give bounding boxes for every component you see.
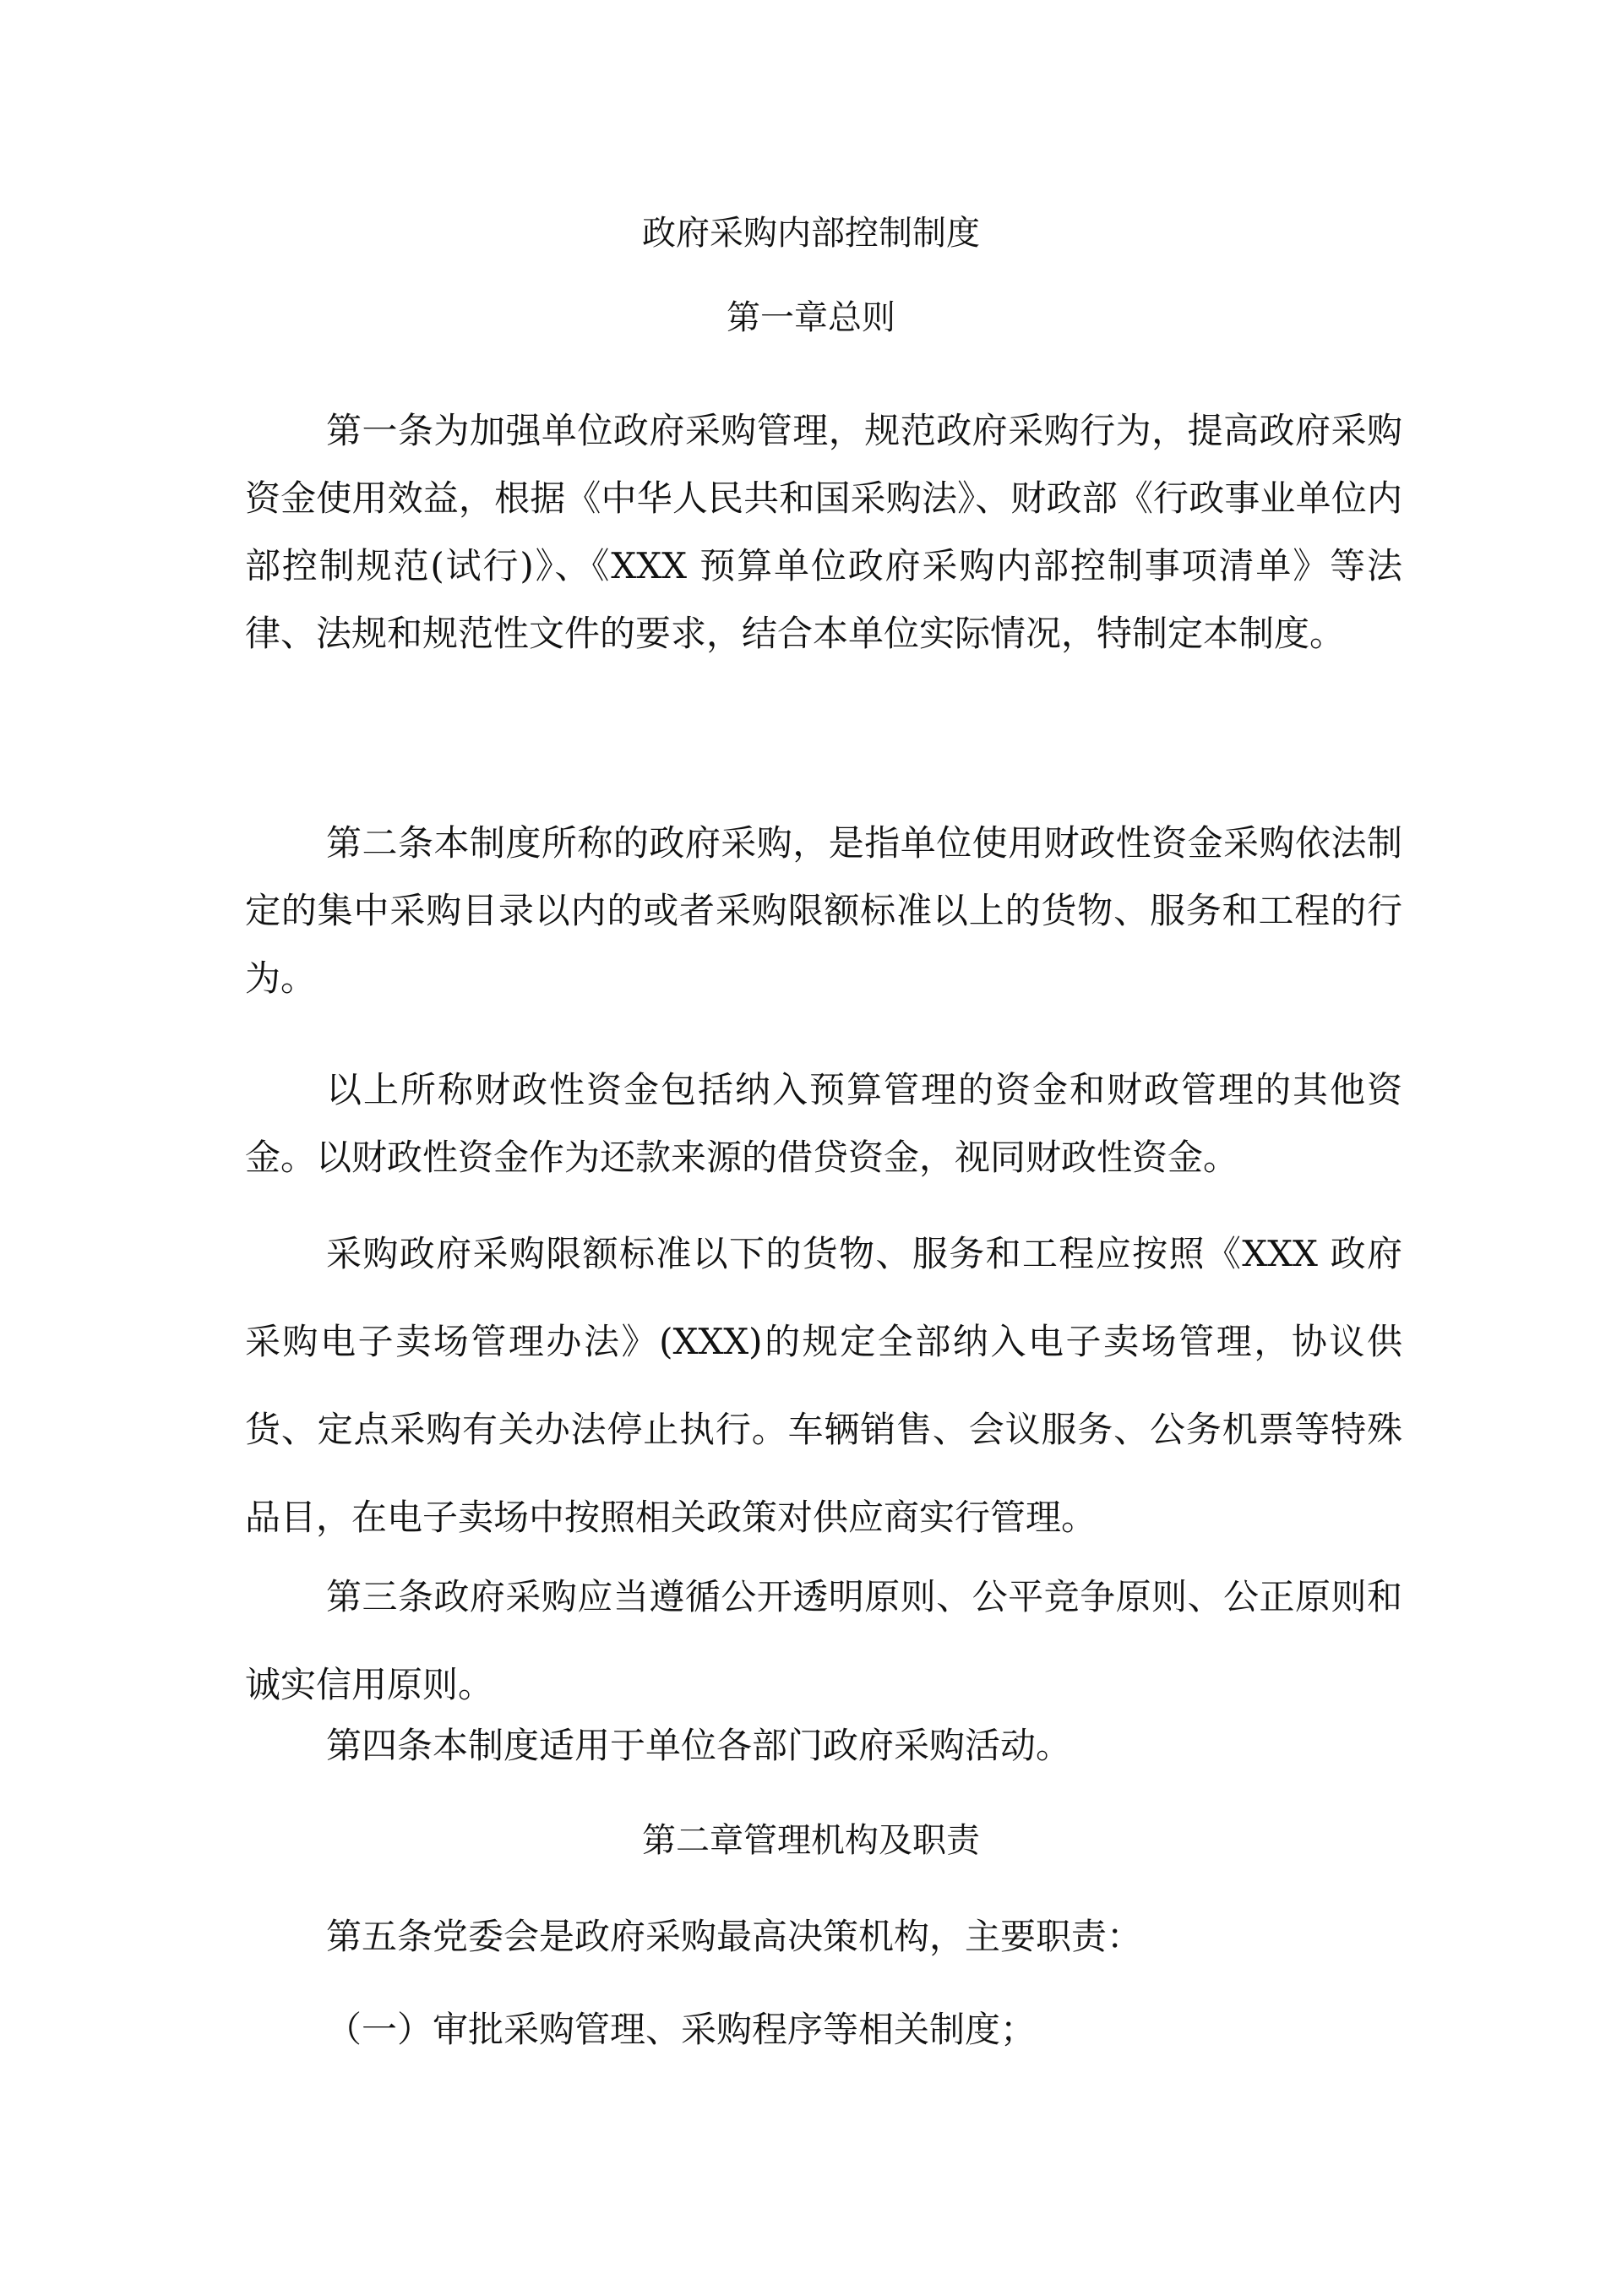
article-5: 第五条党委会是政府采购最高决策机构，主要职责： [326,1916,1143,1957]
article-1: 第一条为加强单位政府采购管理，规范政府采购行为，提高政府采购资金使用效益，根据《中华人民共和国采购法》、财政部《行政事业单位内部控制规范(试行)》、《XXX 预算单位政府采购内部控制事项清单》等法律、法规和规范性文件的要求，结合本单位实际情况，特制定本制度。 [245,410,1402,654]
document-title: 政府采购内部控制制度 [642,214,980,253]
article-2-note: 以上所称财政性资金包括纳入预算管理的资金和财政管理的其他资金。以财政性资金作为还款来源的借贷资金，视同财政性资金。 [245,1069,1402,1178]
article-3: 第三条政府采购应当遵循公开透明原则、公平竞争原则、公正原则和诚实信用原则。 [245,1576,1402,1705]
article-5-item-1: （一）审批采购管理、采购程序等相关制度； [326,2009,1037,2050]
article-2-market: 采购政府采购限额标准以下的货物、服务和工程应按照《XXX 政府采购电子卖场管理办法》(XXX)的规定全部纳入电子卖场管理，协议供货、定点采购有关办法停止执行。车辆销售、会议服务、公务机票等特殊品目，在电子卖场中按照相关政策对供应商实行管理。 [245,1233,1402,1538]
article-2: 第二条本制度所称的政府采购，是指单位使用财政性资金采购依法制定的集中采购目录以内的或者采购限额标准以上的货物、服务和工程的行为。 [245,822,1402,999]
chapter-2-heading: 第二章管理机构及职责 [642,1821,980,1860]
chapter-1-heading: 第一章总则 [727,298,895,337]
article-4: 第四条本制度适用于单位各部门政府采购活动。 [326,1725,1072,1766]
